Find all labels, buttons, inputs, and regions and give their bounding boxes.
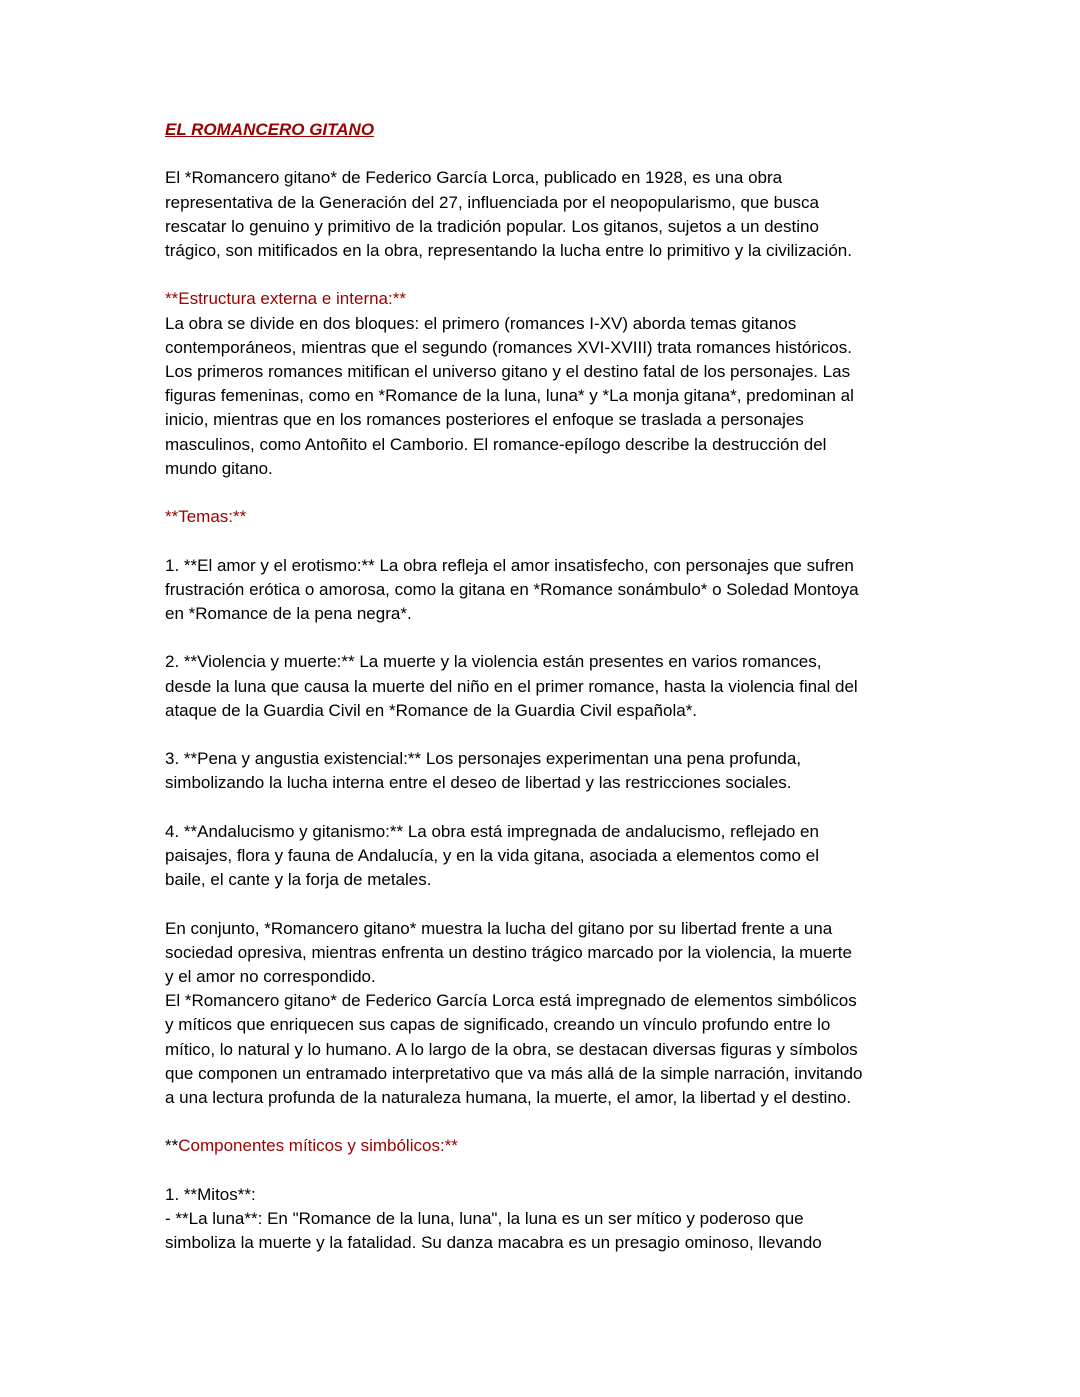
tema-item-2: 2. **Violencia y muerte:** La muerte y la violencia están presentes en varios romances, desde la luna que causa la muerte del niño en el primer romance, hasta la violencia final del ataque de la Guardia Civil en *Romance de la Guardia Civil española*. — [165, 652, 858, 720]
tema-item-4: 4. **Andalucismo y gitanismo:** La obra está impregnada de andalucismo, reflejado en paisajes, flora y fauna de Andalucía, y en la vida gitana, asociada a elementos como el baile, el cante y la forja de metales. — [165, 821, 819, 890]
tema-item-3: 3. **Pena y angustia existencial:** Los personajes experimentan una pena profunda, simbolizando la lucha interna entre el deseo de libertad y las restricciones sociales. — [165, 749, 802, 793]
spacer — [165, 263, 925, 287]
spacer — [165, 1110, 925, 1134]
estructura-paragraph: La obra se divide en dos bloques: el primero (romances I-XV) aborda temas gitanos contemporáneos, mientras que el segundo (romances XVI-XVIII) trata romances históricos. Los primeros romances mitifican el universo gitano y el destino fatal de los personajes. Las figuras femeninas, como en *Romance de la luna, luna* y *La monja gitana*, predominan al inicio, mientras que en los romances posteriores el enfoque se traslada a personajes masculinos, como Antoñito el Camborio. El romance-epílogo describe la destrucción del mundo gitano. — [165, 313, 854, 478]
conclusion-paragraph: En conjunto, *Romancero gitano* muestra la lucha del gitano por su libertad frente a una sociedad opresiva, mientras enfrenta un destino trágico marcado por la violencia, la muerte y el amor no correspondido. El *Romancero gitano* de Federico García Lorca está impregnado de elementos simbólicos y míticos que enriquecen sus capas de significado, creando un vínculo profundo entre lo mítico, lo natural y lo humano. A lo largo de la obra, se destacan diversas figuras y símbolos que componen un entramado interpretativo que va más allá de la simple narración, invitando a una lectura profunda de la naturaleza humana, la muerte, el amor, la libertad y el destino. — [165, 918, 863, 1107]
spacer — [165, 892, 925, 916]
document-title: EL ROMANCERO GITANO — [165, 120, 375, 139]
intro-paragraph: El *Romancero gitano* de Federico García Lorca, publicado en 1928, es una obra representativa de la Generación del 27, influenciada por el neopopularismo, que busca rescatar lo genuino y primitivo de la tradición popular. Los gitanos, sujetos a un destino trágico, son mitificados en la obra, representando la lucha entre lo primitivo y la civilización. — [165, 168, 852, 260]
temas-heading: **Temas:** — [165, 507, 247, 527]
spacer — [165, 796, 925, 820]
spacer — [165, 481, 925, 505]
componentes-paragraph: 1. **Mitos**: - **La luna**: En "Romance de la luna, luna", la luna es un ser mítico y poderoso que simboliza la muerte y la fatalidad. Su danza macabra es un presagio ominoso, llevando — [165, 1184, 822, 1253]
spacer — [165, 142, 925, 166]
spacer — [165, 1159, 925, 1183]
spacer — [165, 723, 925, 747]
componentes-heading-prefix: ** — [165, 1136, 179, 1156]
tema-item-1: 1. **El amor y el erotismo:** La obra refleja el amor insatisfecho, con personajes que sufren frustración erótica o amorosa, como la gitana en *Romance sonámbulo* o Soledad Montoya en *Romance de la pena negra*. — [165, 555, 859, 623]
componentes-heading-text: Componentes míticos y simbólicos:** — [178, 1136, 458, 1156]
document-page — [165, 118, 925, 1255]
componentes-heading — [165, 1134, 925, 1158]
spacer — [165, 529, 925, 553]
spacer — [165, 626, 925, 650]
estructura-heading: **Estructura externa e interna:** — [165, 289, 406, 309]
